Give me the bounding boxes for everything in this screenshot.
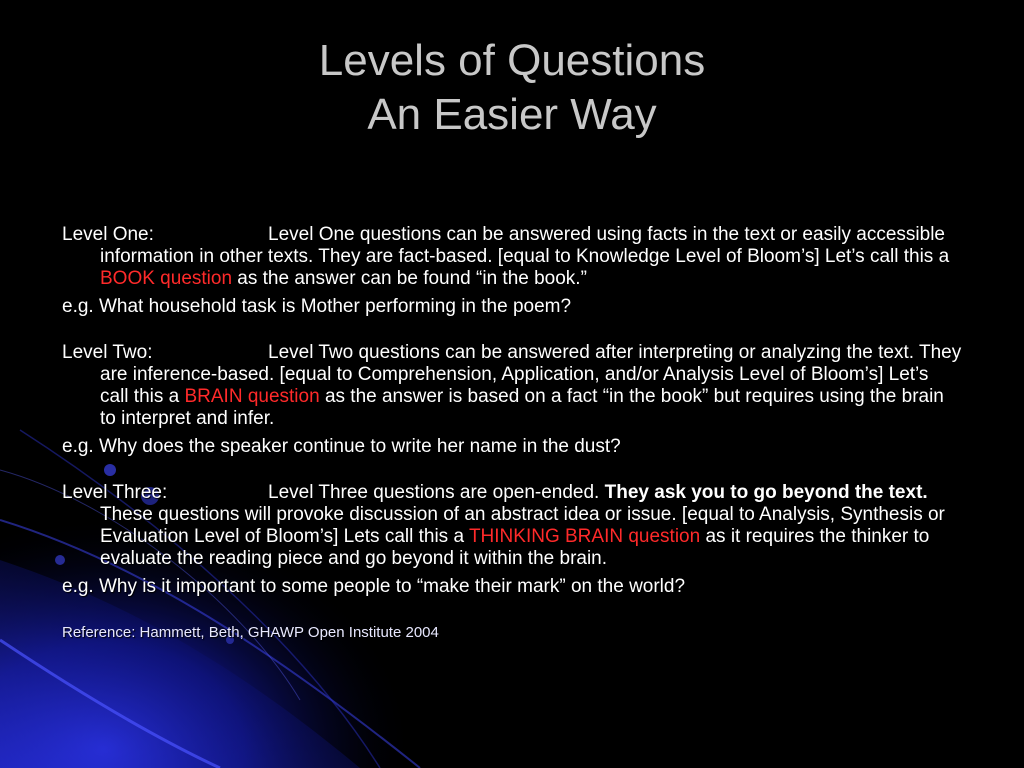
brain-question-highlight: BRAIN question [184,386,320,407]
reference-note: Reference: Hammett, Beth, GHAWP Open Institute 2004 [62,624,439,641]
level-three-text-c: as it requires the thinker to evaluate the reading piece and go beyond it within the brain. [100,526,930,569]
thinking-brain-question-highlight: THINKING BRAIN question [468,526,701,547]
book-question-highlight: BOOK question [100,268,233,289]
level-two-paragraph [62,342,962,430]
slide-body [62,224,962,644]
level-three-example: e.g. Why is it important to some people to “make their mark” on the world? [62,576,686,597]
level-one-label: Level One: [62,224,154,245]
level-one-text-b: as the answer can be found “in the book.” [232,268,587,289]
level-three-bold: They ask you to go beyond the text. [604,482,928,503]
level-one-text-a: Level One questions can be answered using facts in the text or easily accessible information in other texts. They are fact-based. [equal to Knowledge Level of Bloom’s] Let’s call this a [100,224,950,267]
level-two-text-a: Level Two questions can be answered after interpreting or analyzing the text. They are inference-based. [equal to Comprehension, Application, and/or Analysis Level of Bloom’s] Let’s call this a [100,342,962,407]
level-two-label: Level Two: [62,342,153,363]
level-one-paragraph [62,224,962,290]
level-three-text-b: These questions will provoke discussion of an abstract idea or issue. [equal to Analysis, Synthesis or Evaluation Level of Bloom’s] Lets call this a [100,504,945,547]
slide-title [0,34,1024,142]
level-three-paragraph [62,482,962,570]
level-three-text-a: Level Three questions are open-ended. [268,482,605,503]
level-three-label: Level Three: [62,482,168,503]
title-line-2: An Easier Way [367,90,657,139]
level-two-example: e.g. Why does the speaker continue to write her name in the dust? [62,436,621,457]
level-one-example: e.g. What household task is Mother performing in the poem? [62,296,572,317]
title-line-1: Levels of Questions [318,36,706,85]
level-two-text-b: as the answer is based on a fact “in the book” but requires using the brain to interpret and infer. [100,386,944,429]
